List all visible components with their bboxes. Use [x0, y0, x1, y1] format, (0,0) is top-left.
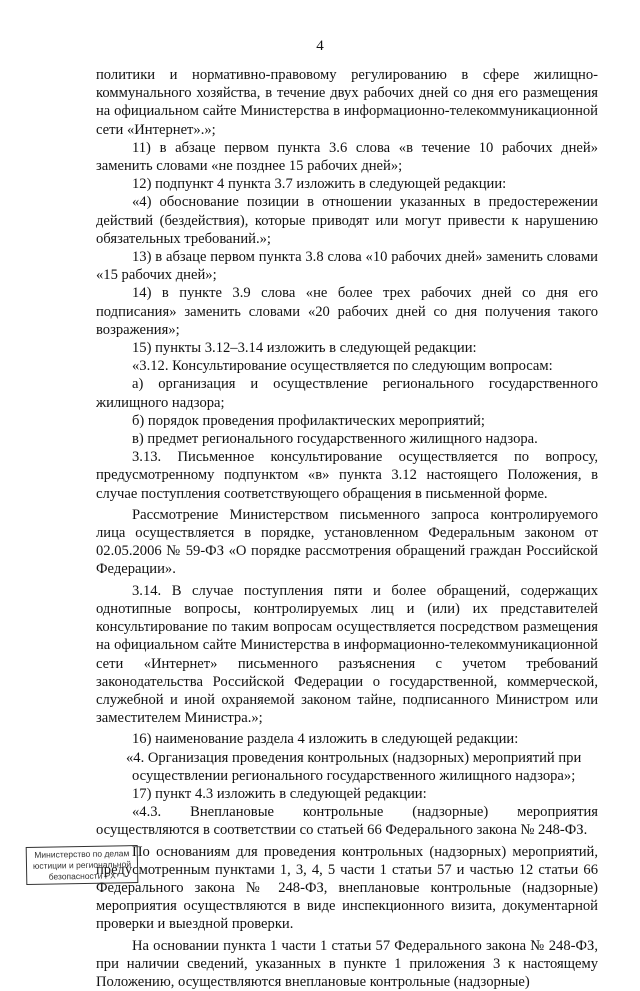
paragraph: 11) в абзаце первом пункта 3.6 слова «в течение 10 рабочих дней» заменить словами «не позднее 15 рабочих дней»;: [96, 139, 598, 175]
paragraph: 15) пункты 3.12–3.14 изложить в следующей редакции:: [132, 340, 477, 357]
registration-stamp: [26, 845, 139, 885]
paragraph: 12) подпункт 4 пункта 3.7 изложить в следующей редакции:: [132, 176, 507, 193]
paragraph: политики и нормативно-правовому регулированию в сфере жилищно-коммунального хозяйства, в течение двух рабочих дней со дня его размещения на официальном сайте Министерства в информационно-телекоммуникационной сети «Интернет».»;: [96, 67, 598, 138]
paragraph: «3.12. Консультирование осуществляется по следующим вопросам:: [132, 358, 553, 375]
paragraph: 3.13. Письменное консультирование осуществляется по вопросу, предусмотренному подпунктом «в» пункта 3.12 настоящего Положения, в случае поступления соответствующего обращения в письменной форме.: [96, 449, 598, 502]
stamp-line: юстиции и региональной: [32, 859, 132, 871]
paragraph: По основаниям для проведения контрольных (надзорных) мероприятий, предусмотренным пунктами 1, 3, 4, 5 части 1 статьи 57 и частью 12 статьи 66 Федерального закона № 248-ФЗ, внеплановые контрольные (надзорные) мероприятия осуществляются в виде инспекционного визита, документарной проверки и выездной проверки.: [96, 843, 598, 933]
paragraph: «4) обоснование позиции в отношении указанных в предостережении действий (бездействия), которые приводят или могут привести к нарушению обязательных требований.»;: [96, 194, 598, 247]
paragraph: «4.3. Внеплановые контрольные (надзорные) мероприятия осуществляются в соответствии со статьей 66 Федерального закона № 248-ФЗ.: [96, 804, 598, 839]
page-number: 4: [316, 38, 324, 54]
paragraph: б) порядок проведения профилактических мероприятий;: [132, 412, 485, 429]
stamp-line: Министерство по делам: [34, 848, 130, 860]
paragraph: 3.14. В случае поступления пяти и более обращений, содержащих однотипные вопросы, контролируемых лиц и (или) их представителей консультирование по таким вопросам осуществляется посредством размещения на официальном сайте Министерства в информационно-телекоммуникационной сети «Интернет» письменного разъяснения с учетом требований законодательства Российской Федерации о государственной, коммерческой, служебной и иной охраняемой законом тайне, подписанного Министром или заместителем Министра.»;: [96, 582, 598, 727]
paragraph: На основании пункта 1 части 1 статьи 57 Федерального закона № 248-ФЗ, при наличии сведений, указанных в пункте 1 приложения 3 к настоящему Положению, осуществляются внеплановые контрольные (надзорные): [96, 937, 598, 990]
section-title-quote: «4. Организация проведения контрольных (надзорных) мероприятий при осуществлении регионального государственного жилищного надзора»;: [126, 749, 582, 784]
paragraph: Рассмотрение Министерством письменного запроса контролируемого лица осуществляется в порядке, установленном Федеральным законом от 02.05.2006 № 59-ФЗ «О порядке рассмотрения обращений граждан Российской Федерации».: [96, 506, 598, 578]
paragraph: 13) в абзаце первом пункта 3.8 слова «10 рабочих дней» заменить словами «15 рабочих дней»;: [96, 249, 598, 284]
paragraph: 16) наименование раздела 4 изложить в следующей редакции:: [132, 731, 519, 748]
paragraph: 14) в пункте 3.9 слова «не более трех рабочих дней со дня его подписания» заменить словами «20 рабочих дней со дня получения такого возражения»;: [96, 285, 598, 338]
paragraph: в) предмет регионального государственного жилищного надзора.: [132, 431, 538, 448]
paragraph: 17) пункт 4.3 изложить в следующей редакции:: [132, 785, 427, 802]
stamp-line: безопасности РХ: [48, 870, 116, 882]
document-body: [96, 66, 598, 991]
paragraph: а) организация и осуществление регионального государственного жилищного надзора;: [96, 376, 598, 411]
